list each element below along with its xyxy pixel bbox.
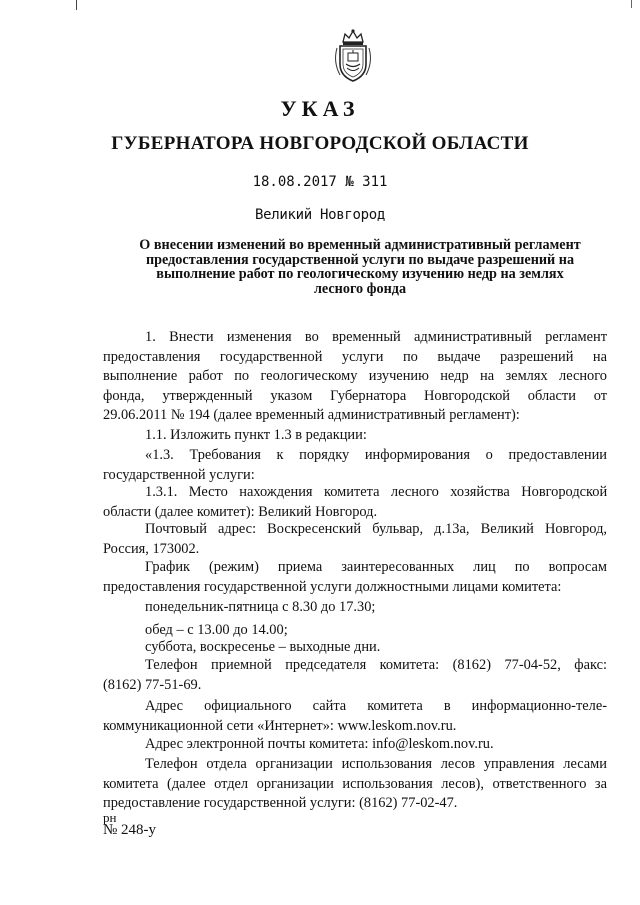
text-line: коммуникационной сети «Интернет»: www.leskom.nov.ru. [103,717,457,734]
scan-mark [631,0,632,8]
text-line: 29.06.2011 № 194 (далее временный административный регламент): [103,407,520,423]
author-initials: рн [103,810,117,825]
text-line: области (далее комитет): Великий Новгород. [103,503,378,520]
paragraph-1-1 [103,426,607,446]
schedule-weekend [103,638,607,658]
email-address [103,735,607,755]
text-line: понедельник-пятница с 8.30 до 17.30; [145,599,376,615]
scan-mark [76,0,77,10]
reception-schedule [103,558,607,597]
text-line: 1.1. Изложить пункт 1.3 в редакции: [145,427,367,443]
website-address [103,697,607,736]
text-line: комитета (далее отдел организации использования лесов), ответственного за [103,775,607,792]
document-type-title: УКАЗ [280,96,360,121]
subject-line: лесного фонда [313,280,407,297]
text-line: (8162) 77-51-69. [103,676,202,693]
text-line: Телефон отдела организации использования лесов управления лесами [145,756,607,772]
place-of-issue: Великий Новгород [254,207,386,223]
subject-line: выполнение работ по геологическому изучению недр на землях [156,266,564,282]
text-line: выполнение работ по геологическому изучению недр на землях лесного [103,368,607,384]
paragraph-1-3 [103,446,607,485]
issuer-title: ГУБЕРНАТОРА НОВГОРОДСКОЙ ОБЛАСТИ [111,133,529,154]
decree-subject [110,238,610,296]
text-line: предоставление государственной услуги: (8162) 77-02-47. [103,795,458,811]
coat-of-arms-icon [328,28,378,84]
text-line: «1.3. Требования к порядку информирования о предоставлении [145,447,607,463]
postal-address [103,520,607,559]
text-line: Телефон приемной председателя комитета: (8162) 77-04-52, факс: [145,657,607,673]
text-line: Адрес электронной почты комитета: info@leskom.nov.ru. [145,736,494,752]
paragraph-1 [103,328,607,426]
document-footer [103,811,156,837]
text-line: суббота, воскресенье – выходные дни. [145,639,381,655]
schedule-weekdays [103,598,607,618]
department-phone [103,755,607,814]
text-line: 1.3.1. Место нахождения комитета лесного хозяйства Новгородской [145,484,608,500]
text-line: 1. Внести изменения во временный административный регламент [145,329,607,345]
text-line: График (режим) приема заинтересованных лиц по вопросам [145,559,607,575]
date-and-number: 18.08.2017 № 311 [252,174,388,190]
text-line: фонда, утвержденный указом Губернатора Новгородской области от [103,387,607,404]
text-line: Адрес официального сайта комитета в информационно-теле- [145,698,607,714]
paragraph-1-3-1 [103,483,607,522]
subject-line: О внесении изменений во временный административный регламент [139,237,581,253]
text-line: обед – с 13.00 до 14.00; [145,622,288,638]
internal-number: № 248-у [103,822,157,838]
text-line: Почтовый адрес: Воскресенский бульвар, д.13а, Великий Новгород, [145,521,607,537]
text-line: государственной услуги: [103,466,255,483]
reception-phone [103,656,607,695]
text-line: предоставления государственной услуги должностными лицами комитета: [103,578,562,595]
text-line: Россия, 173002. [103,540,200,557]
text-line: предоставления государственной услуги по выдаче разрешений на [103,348,607,365]
subject-line: предоставления государственной услуги по выдаче разрешений на [145,251,575,268]
